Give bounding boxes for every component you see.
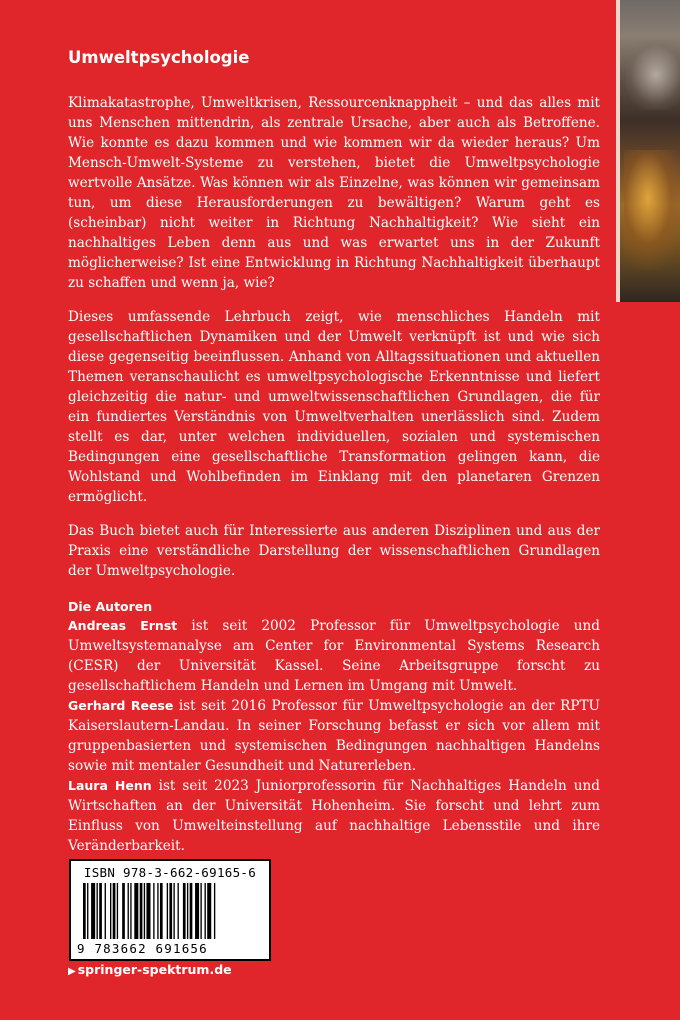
- cover-photo-strip: [616, 0, 680, 302]
- paragraph-intro: Klimakatastrophe, Umweltkrisen, Ressourcenknappheit – und das alles mit uns Menschen mittendrin, als zentrale Ursache, aber auch als Betroffene. Wie konnte es dazu kommen und wie kommen wir da wieder heraus? Um Mensch-Umwelt-Systeme zu verstehen, bietet die Umweltpsychologie wertvolle Ansätze. Was können wir als Einzelne, was können wir gemeinsam tun, um diese Herausforderungen zu bewältigen? Warum geht es (scheinbar) nicht weiter in Richtung Nachhaltigkeit? Wie sieht ein nachhaltiges Leben denn aus und was erwartet uns in der Zukunft möglicherweise? Ist eine Entwicklung in Richtung Nachhaltigkeit überhaupt zu schaffen und wenn ja, wie?: [68, 95, 600, 291]
- back-cover-text: [68, 48, 600, 856]
- author-entry: [68, 776, 600, 856]
- barcode-bars: [83, 883, 261, 941]
- author-bio: ist seit 2023 Juniorprofessorin für Nachhaltiges Handeln und Wirtschaften an der Universität Hohenheim. Sie forscht und lehrt zum Einfluss von Umwelteinstellung auf nachhaltige Lebensstile und ihre Veränderbarkeit.: [68, 778, 600, 854]
- paragraph-description: Dieses umfassende Lehrbuch zeigt, wie menschliches Handeln mit gesellschaftlichen Dynamiken und der Umwelt verknüpft ist und wie sich diese gegenseitig beeinflussen. Anhand von Alltagssituationen und aktuellen Themen veranschaulicht es umweltpsychologische Erkenntnisse und liefert gleichzeitig die natur- und umweltwissenschaftlichen Grundlagen, die für ein fundiertes Verständnis von Umweltverhalten unerlässlich sind. Zudem stellt es dar, unter welchen individuellen, sozialen und systemischen Bedingungen eine gesellschaftliche Transformation gelingen kann, die Wohlstand und Wohlbefinden im Einklang mit den planetaren Grenzen ermöglicht.: [68, 309, 600, 505]
- author-bio: ist seit 2002 Professor für Umweltpsychologie und Umweltsystemanalyse am Center for Environmental Systems Research (CESR) der Universität Kassel. Seine Arbeitsgruppe forscht zu gesellschaftlichem Handeln und Lernen im Umgang mit Umwelt.: [68, 618, 600, 694]
- author-bio: ist seit 2016 Professor für Umweltpsychologie an der RPTU Kaiserslautern-Landau. In seiner Forschung befasst er sich vor allem mit gruppenbasierten und systemischen Bedingungen nachhaltigen Handelns sowie mit mentaler Gesundheit und Naturerleben.: [68, 698, 601, 774]
- publisher-website[interactable]: [68, 962, 232, 977]
- barcode-digits: 9 783662 691656: [77, 941, 208, 956]
- isbn-label: ISBN 978-3-662-69165-6: [83, 865, 257, 880]
- website-url: springer-spektrum.de: [77, 962, 232, 977]
- author-name: Andreas Ernst: [68, 618, 178, 633]
- author-name: Gerhard Reese: [68, 698, 174, 713]
- isbn-barcode: [69, 859, 271, 961]
- photo-cloud: [626, 40, 680, 110]
- author-name: Laura Henn: [68, 778, 152, 793]
- author-entry: [68, 696, 600, 776]
- arrow-right-icon: ▶: [68, 966, 76, 977]
- author-entry: [68, 616, 600, 696]
- authors-heading: Die Autoren: [68, 599, 153, 614]
- book-title: Umweltpsychologie: [68, 48, 250, 67]
- photo-glow: [624, 150, 680, 270]
- paragraph-audience: Das Buch bietet auch für Interessierte aus anderen Disziplinen und aus der Praxis eine verständliche Darstellung der wissenschaftlichen Grundlagen der Umweltpsychologie.: [68, 523, 600, 579]
